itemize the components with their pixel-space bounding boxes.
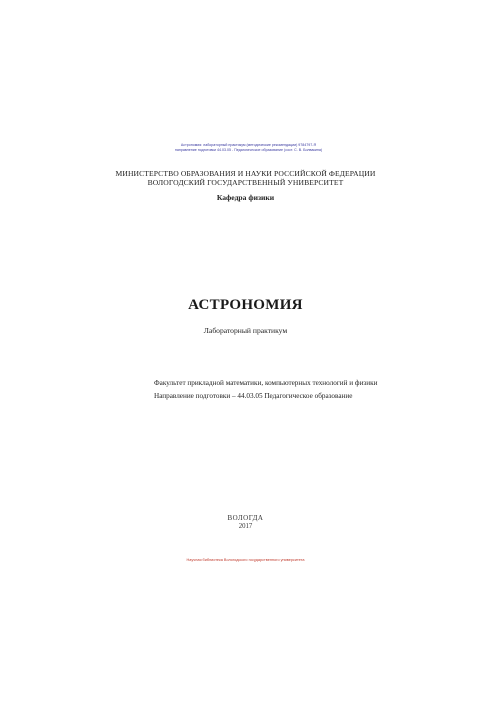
university-name: ВОЛОГОДСКИЙ ГОСУДАРСТВЕННЫЙ УНИВЕРСИТЕТ [147,178,344,187]
document-title: АСТРОНОМИЯ [188,297,303,313]
library-watermark: Научная библиотека Вологодского государственного университета [186,558,305,562]
watermark-line-1: Астрономия: лабораторный практикум (методические рекомендации) 9784797-Я [180,143,317,147]
document-subtitle: Лабораторный практикум [203,326,288,335]
city-name: ВОЛОГДА [227,514,264,522]
watermark-line-2: направление подготовки 44.03.05 - Педагогическое образование (сост. С. В. Болвакина) [174,148,323,152]
faculty-line: Факультет прикладной математики, компьютерных технологий и физики [154,379,378,387]
publication-year: 2017 [238,523,253,530]
direction-line: Направление подготовки – 44.03.05 Педагогическое образование [154,392,353,400]
ministry-name: МИНИСТЕРСТВО ОБРАЗОВАНИЯ И НАУКИ РОССИЙСКОЙ ФЕДЕРАЦИИ [115,169,376,178]
department-name: Кафедра физики [216,193,275,202]
